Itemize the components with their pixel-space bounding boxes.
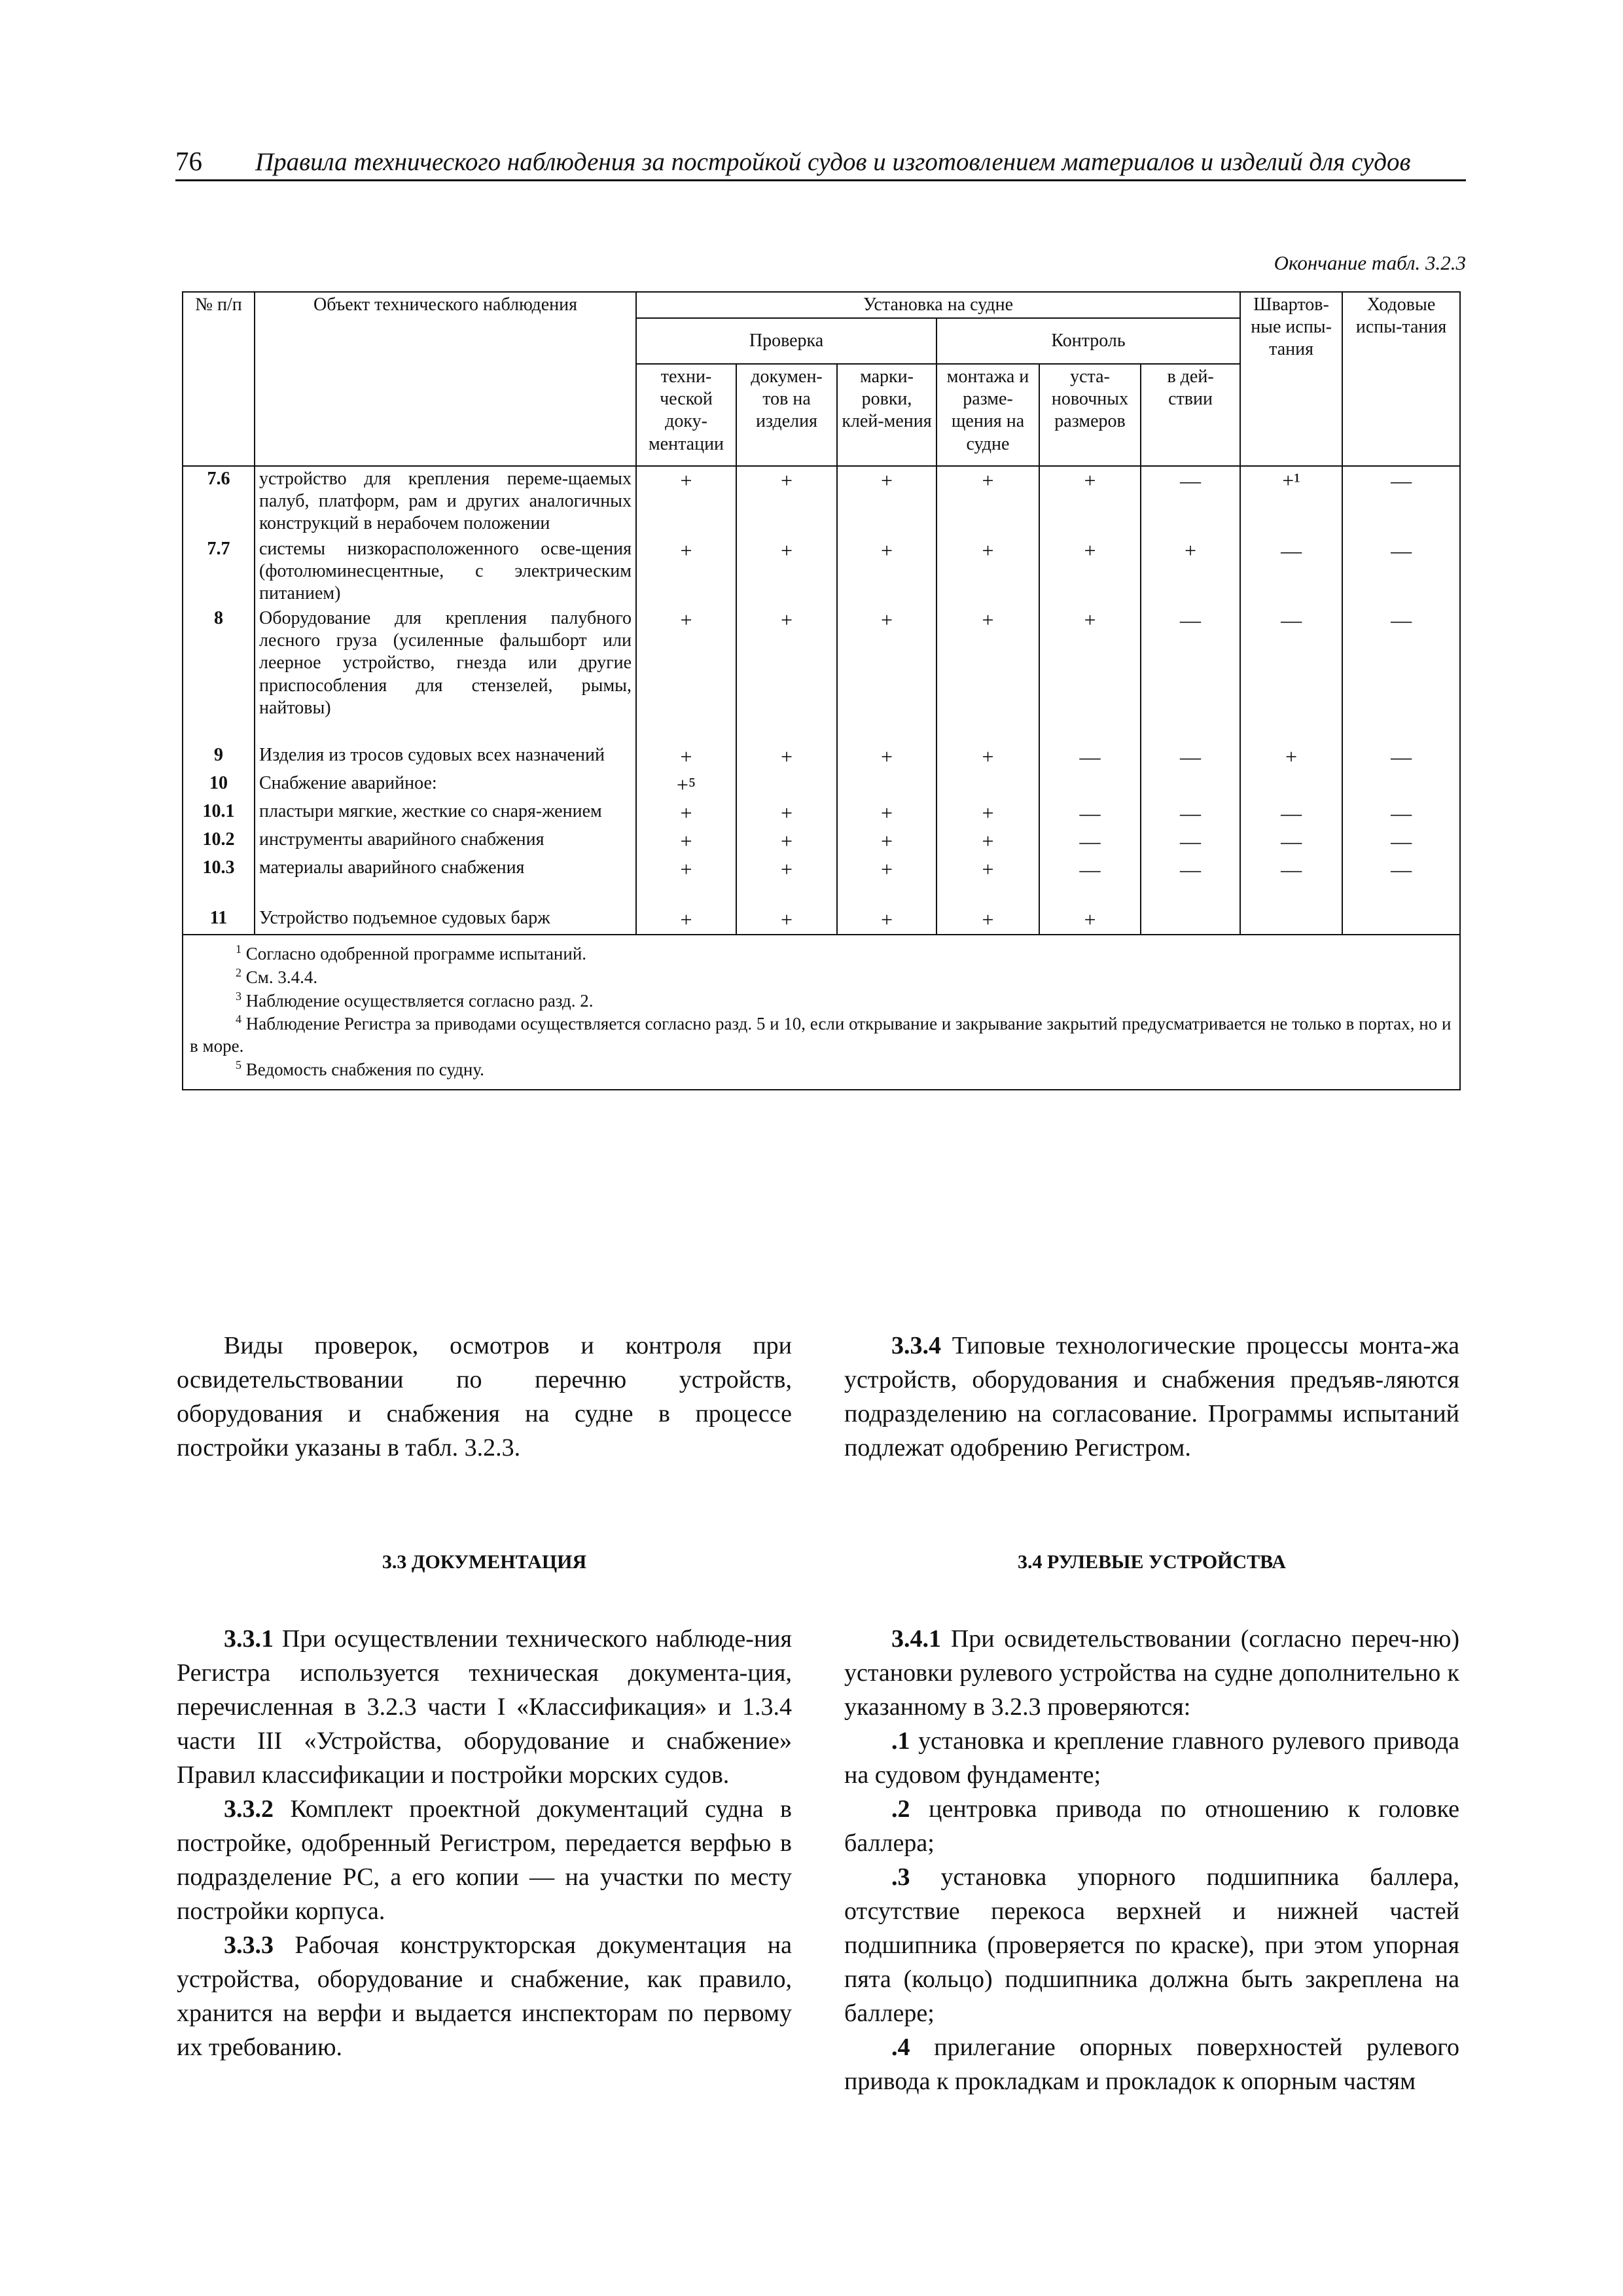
row-mark: + xyxy=(1039,606,1141,721)
row-mark: + xyxy=(837,799,936,827)
row-mark: — xyxy=(1039,799,1141,827)
header-check: Проверка xyxy=(636,318,936,364)
row-mark: + xyxy=(936,906,1039,935)
row-mark: — xyxy=(1342,537,1460,606)
row-mark: +⁵ xyxy=(636,771,736,799)
footnote: $^5$ Ведомость снабжения по судну. xyxy=(236,1058,484,1079)
paragraph: Виды проверок, осмотров и контроля при освидетельствовании по перечню устройств, оборудования и снабжения на судне в процессе постройки указаны в табл. 3.2.3. xyxy=(177,1332,792,1462)
row-mark xyxy=(1141,771,1240,799)
footnote: $^3$ Наблюдение осуществляется согласно разд. 2. xyxy=(236,989,594,1011)
table-row xyxy=(183,855,1460,884)
row-mark: — xyxy=(1240,537,1342,606)
row-object: Снабжение аварийное: xyxy=(255,771,636,799)
row-num: 9 xyxy=(183,743,255,771)
row-mark: + xyxy=(936,537,1039,606)
paragraph-3-3-4: 3.3.4 Типовые технологические процессы монта-жа устройств, оборудования и снабжения предъяв-ляются подразделению на согласование. Программы испытаний подлежат одобрению Регистром. xyxy=(844,1332,1460,1462)
row-num: 7.6 xyxy=(183,466,255,536)
list-item: .3 установка упорного подшипника баллера, отсутствие перекоса верхней и нижней частей подшипника (проверяется по краске), при этом упорная пята (кольцо) подшипника должна быть закреплена на баллере; xyxy=(844,1863,1459,2027)
paragraph-3-3-1: 3.3.1 При осуществлении технического наблюде-ния Регистра используется техническая документа-ция, перечисленная в 3.2.3 части I «Классификация» и 1.3.4 части III «Устройства, оборудование и снабжение» Правил классификации и постройки морских судов. xyxy=(177,1625,793,1789)
header-sea-trials: Ходовые испы-тания xyxy=(1342,292,1460,466)
row-mark: + xyxy=(736,537,837,606)
row-num: 10.3 xyxy=(183,855,255,884)
row-mark: + xyxy=(736,827,837,855)
table-continuation-note: Окончание табл. 3.2.3 xyxy=(1274,251,1466,274)
row-object: Изделия из тросов судовых всех назначений xyxy=(255,743,636,771)
row-mark: — xyxy=(1141,606,1240,721)
row-mark: — xyxy=(1240,606,1342,721)
row-mark: + xyxy=(736,799,837,827)
row-mark: + xyxy=(636,537,736,606)
table-row xyxy=(183,743,1460,771)
table-row xyxy=(183,799,1460,827)
row-mark: + xyxy=(936,855,1039,884)
section-heading-3-4: 3.4 РУЛЕВЫЕ УСТРОЙСТВА xyxy=(1018,1551,1286,1573)
section-3-4-text xyxy=(844,1622,1459,2098)
row-mark: + xyxy=(837,606,936,721)
row-mark: — xyxy=(1342,855,1460,884)
row-mark: + xyxy=(636,799,736,827)
header-sub: монтажа и разме-щения на судне xyxy=(936,364,1039,466)
footnote: $^2$ См. 3.4.4. xyxy=(236,965,318,987)
list-item: .2 центровка привода по отношению к головке баллера; xyxy=(844,1795,1460,1857)
row-object: материалы аварийного снабжения xyxy=(255,855,636,884)
row-num: 10.1 xyxy=(183,799,255,827)
row-object: устройство для крепления переме-щаемых палуб, платформ, рам и других аналогичных конструкций в нерабочем положении xyxy=(255,466,636,536)
row-mark xyxy=(1240,906,1342,935)
row-object: Оборудование для крепления палубного лесного груза (усиленные фальшборт или леерное устройство, гнезда или другие приспособления для стензелей, рымы, найтовы) xyxy=(255,606,636,721)
row-mark: + xyxy=(837,827,936,855)
row-mark: + xyxy=(636,466,736,536)
row-mark: — xyxy=(1141,743,1240,771)
table-row xyxy=(183,466,1460,536)
row-mark: + xyxy=(636,906,736,935)
row-mark: — xyxy=(1342,743,1460,771)
table-row xyxy=(183,827,1460,855)
row-mark: — xyxy=(1039,855,1141,884)
row-object: инструменты аварийного снабжения xyxy=(255,827,636,855)
paragraph-3-3-3: 3.3.3 Рабочая конструкторская документация на устройства, оборудование и снабжение, как правило, хранится на верфи и выдается инспекторам по первому их требованию. xyxy=(177,1931,792,2061)
row-mark: + xyxy=(1141,537,1240,606)
row-mark xyxy=(936,771,1039,799)
row-mark: — xyxy=(1240,855,1342,884)
inspection-table xyxy=(182,291,1461,1090)
table-row xyxy=(183,771,1460,799)
row-mark: — xyxy=(1141,466,1240,536)
row-mark: — xyxy=(1039,743,1141,771)
row-mark: + xyxy=(1039,906,1141,935)
intro-right xyxy=(844,1329,1459,1465)
row-mark: — xyxy=(1141,799,1240,827)
row-mark: + xyxy=(736,743,837,771)
header-sub: в дей-ствии xyxy=(1141,364,1240,466)
running-header xyxy=(175,145,1466,181)
table-row xyxy=(183,537,1460,606)
row-mark: + xyxy=(736,606,837,721)
row-mark: + xyxy=(837,537,936,606)
row-object: системы низкорасположенного осве-щения (фотолюминесцентные, с электрическим питанием) xyxy=(255,537,636,606)
header-control: Контроль xyxy=(936,318,1240,364)
list-item: .1 установка и крепление главного рулевого привода на судовом фундаменте; xyxy=(844,1727,1460,1789)
row-mark: + xyxy=(837,466,936,536)
header-num: № п/п xyxy=(183,292,255,466)
row-mark: — xyxy=(1342,799,1460,827)
row-mark: + xyxy=(1039,537,1141,606)
row-mark: + xyxy=(636,855,736,884)
header-installation: Установка на судне xyxy=(636,292,1240,318)
row-mark: + xyxy=(936,743,1039,771)
row-mark xyxy=(1342,771,1460,799)
row-mark: — xyxy=(1240,799,1342,827)
row-mark: — xyxy=(1141,855,1240,884)
footnote: $^4$ Наблюдение Регистра за приводами осуществляется согласно разд. 5 и 10, если открывание и закрывание закрытий предусматривается не только в портах, но и в море. xyxy=(190,1013,1452,1056)
row-num: 11 xyxy=(183,906,255,935)
row-num: 10.2 xyxy=(183,827,255,855)
header-sub: докумен-тов на изделия xyxy=(736,364,837,466)
header-sub: уста-новочных размеров xyxy=(1039,364,1141,466)
row-mark xyxy=(837,771,936,799)
row-mark: + xyxy=(936,827,1039,855)
list-item: .4 прилегание опорных поверхностей рулевого привода к прокладкам и прокладок к опорным частям xyxy=(844,2034,1459,2095)
row-num: 8 xyxy=(183,606,255,721)
row-mark: — xyxy=(1039,827,1141,855)
row-mark: + xyxy=(936,606,1039,721)
section-3-3-text xyxy=(177,1622,792,2064)
header-sub: марки-ровки, клей-мения xyxy=(837,364,936,466)
row-mark: — xyxy=(1342,827,1460,855)
table-footnotes xyxy=(183,935,1460,1090)
row-mark: + xyxy=(936,466,1039,536)
table-spacer xyxy=(183,884,1460,906)
paragraph-3-3-2: 3.3.2 Комплект проектной документаций судна в постройке, одобренный Регистром, передается верфью в подразделение РС, а его копии — на участки по месту постройки корпуса. xyxy=(177,1795,792,1925)
row-mark: + xyxy=(736,466,837,536)
header-object: Объект технического наблюдения xyxy=(255,292,636,466)
page-number: 76 xyxy=(175,146,202,176)
row-mark: + xyxy=(936,799,1039,827)
row-mark xyxy=(736,771,837,799)
row-mark: — xyxy=(1342,606,1460,721)
row-mark xyxy=(1240,771,1342,799)
row-mark: +¹ xyxy=(1240,466,1342,536)
row-mark: + xyxy=(636,743,736,771)
row-mark: + xyxy=(837,855,936,884)
row-mark xyxy=(1342,906,1460,935)
row-mark: — xyxy=(1141,827,1240,855)
row-mark: + xyxy=(636,827,736,855)
header-sub: техни-ческой доку-ментации xyxy=(636,364,736,466)
row-mark: — xyxy=(1240,827,1342,855)
row-mark: + xyxy=(837,743,936,771)
row-mark: + xyxy=(1039,466,1141,536)
table-row xyxy=(183,906,1460,935)
row-object: пластыри мягкие, жесткие со снаря-жением xyxy=(255,799,636,827)
row-mark xyxy=(1141,906,1240,935)
section-heading-3-3: 3.3 ДОКУМЕНТАЦИЯ xyxy=(382,1551,587,1573)
row-num: 7.7 xyxy=(183,537,255,606)
row-mark: — xyxy=(1342,466,1460,536)
row-mark: + xyxy=(736,906,837,935)
row-mark xyxy=(1039,771,1141,799)
row-object: Устройство подъемное судовых барж xyxy=(255,906,636,935)
row-mark: + xyxy=(736,855,837,884)
row-num: 10 xyxy=(183,771,255,799)
footnote: $^1$ Согласно одобренной программе испытаний. xyxy=(236,942,587,964)
table-spacer xyxy=(183,721,1460,743)
table-row xyxy=(183,606,1460,721)
running-title: Правила технического наблюдения за постройкой судов и изготовлением материалов и изделий для судов xyxy=(255,148,1411,176)
row-mark: + xyxy=(837,906,936,935)
paragraph-3-4-1: 3.4.1 При освидетельствовании (согласно переч-ню) установки рулевого устройства на судне дополнительно к указанному в 3.2.3 проверяются: xyxy=(844,1625,1460,1721)
row-mark: + xyxy=(1240,743,1342,771)
header-mooring-trials: Швартов-ные испы-тания xyxy=(1240,292,1342,466)
intro-left xyxy=(177,1329,792,1465)
row-mark: + xyxy=(636,606,736,721)
